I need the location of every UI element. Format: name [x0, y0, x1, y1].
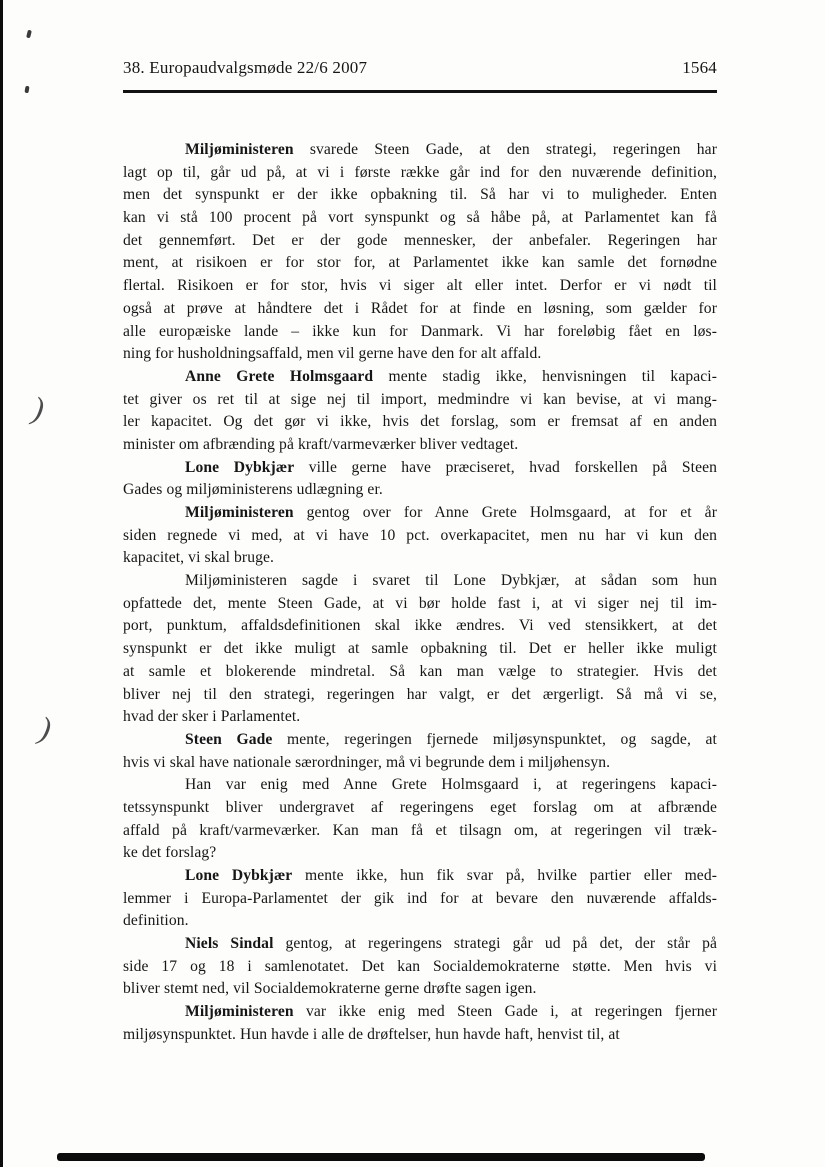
text-line: Niels Sindal gentog, at regeringens strategi går ud på det, der står på [185, 935, 717, 953]
speaker-name: Lone Dybkjær [185, 867, 293, 884]
text-line: det gennemført. Det er der gode mennesker, der anbefaler. Regeringen har [123, 231, 717, 249]
document-body [123, 139, 717, 1047]
text-line: Steen Gade mente, regeringen fjernede miljøsynspunktet, og sagde, at [185, 730, 717, 748]
text-line: ning for husholdningsaffald, men vil gerne have den for alt affald. [123, 345, 542, 363]
text-line: bliver stemt ned, vil Socialdemokraterne gerne drøfte sagen igen. [123, 980, 537, 998]
text-line: at samle et blokerende mindretal. Så kan man vælge to strategier. Hvis det [123, 662, 717, 680]
text-line: men det synspunkt er der ikke opbakning til. Så har vi to muligheder. Enten [123, 186, 717, 204]
text-line: Han var enig med Anne Grete Holmsgaard i, at regeringens kapaci- [185, 776, 717, 794]
text-line: hvis vi skal have nationale særordninger, må vi begrunde dem i miljøhensyn. [123, 753, 611, 771]
text-line: Miljøministeren svarede Steen Gade, at den strategi, regeringen har [185, 141, 717, 158]
scan-speck [24, 86, 29, 94]
text-line: Anne Grete Holmsgaard mente stadig ikke, henvisningen til kapaci- [185, 367, 717, 385]
text-line: side 17 og 18 i samlenotatet. Det kan Socialdemokraterne støtte. Men hvis vi [123, 957, 717, 975]
text-line: tetssynspunkt bliver undergravet af regeringens eget forslag om at afbrænde [123, 798, 717, 816]
speaker-name: Miljøministeren [185, 141, 294, 158]
text-line: også at prøve at håndtere det i Rådet for at finde en løsning, som gælder for [123, 299, 717, 317]
text-line: kan vi stå 100 procent på vort synspunkt og så håbe på, at Parlamentet kan få [123, 209, 717, 227]
text-line: flertal. Risikoen er for stor, hvis vi siger alt eller intet. Derfor er vi nødt til [123, 277, 717, 295]
text-line: port, punktum, affaldsdefinitionen skal ikke ændres. Vi ved stensikkert, at det [123, 617, 717, 635]
text-line: ke det forslag? [123, 844, 217, 862]
header-rule [123, 90, 717, 93]
text-line: ler kapacitet. Og det gør vi ikke, hvis det forslag, som er fremsat af en anden [123, 413, 717, 431]
text-line: miljøsynspunktet. Hun havde i alle de drøftelser, hun havde haft, henvist til, at [123, 1025, 620, 1043]
speaker-name: Lone Dybkjær [185, 458, 295, 476]
page-header [123, 58, 717, 78]
speaker-name: Niels Sindal [185, 935, 274, 953]
text-line: Miljøministeren var ikke enig med Steen Gade i, at regeringen fjerner [185, 1003, 717, 1021]
header-title: 38. Europaudvalgsmøde 22/6 2007 [123, 58, 368, 77]
text-line: kapacitet, vi skal bruge. [123, 549, 275, 567]
speaker-name: Steen Gade [185, 730, 273, 748]
text-line: bliver nej til den strategi, regeringen har valgt, er det ærgerligt. Så må vi se, [123, 685, 717, 703]
text-line: Gades og miljøministerens udlægning er. [123, 481, 383, 499]
handwritten-margin-mark: ) [30, 389, 47, 427]
scan-bar-artifact-bottom [57, 1153, 705, 1161]
handwritten-margin-mark: ) [36, 709, 55, 747]
text-line: lemmer i Europa-Parlamentet der gik ind for at bevare den nuværende affalds- [123, 889, 717, 907]
text-line: Miljøministeren gentog over for Anne Grete Holmsgaard, at for et år [185, 504, 717, 521]
text-line: hvad der sker i Parlamentet. [123, 708, 301, 726]
text-line: alle europæiske lande – ikke kun for Danmark. Vi har foreløbig fået en løs- [123, 322, 717, 340]
text-line: Lone Dybkjær ville gerne have præciseret, hvad forskellen på Steen [185, 458, 717, 476]
speaker-name: Miljøministeren [185, 1003, 294, 1021]
scan-edge-artifact-left [0, 0, 3, 1167]
speaker-name: Anne Grete Holmsgaard [185, 367, 374, 385]
speaker-name: Miljøministeren [185, 504, 294, 521]
text-line: definition. [123, 912, 189, 930]
text-line: ment, at risikoen er for stor for, at Parlamentet ikke kan samle det fornødne [123, 254, 717, 272]
text-line: lagt op til, går ud på, at vi i første række går ind for den nuværende definition, [123, 163, 717, 181]
text-line: minister om afbrænding på kraft/varmeværker bliver vedtaget. [123, 435, 519, 453]
text-line: Lone Dybkjær mente ikke, hun fik svar på, hvilke partier eller med- [185, 867, 717, 884]
text-line: affald på kraft/varmeværker. Kan man få et tilsagn om, at regeringen vil træk- [123, 821, 717, 839]
text-line: opfattede det, mente Steen Gade, at vi bør holde fast i, at vi siger nej til im- [123, 594, 717, 612]
text-line: Miljøministeren sagde i svaret til Lone Dybkjær, at sådan som hun [185, 572, 717, 590]
text-line: siden regnede vi med, at vi have 10 pct. overkapacitet, men nu har vi kun den [123, 526, 717, 544]
text-line: tet giver os ret til at sige nej til import, medmindre vi kan bevise, at vi mang- [123, 390, 717, 408]
scan-speck [26, 30, 32, 39]
page-number: 1564 [682, 58, 717, 77]
text-line: synspunkt er det ikke muligt at samle opbakning til. Det er heller ikke muligt [123, 640, 717, 658]
